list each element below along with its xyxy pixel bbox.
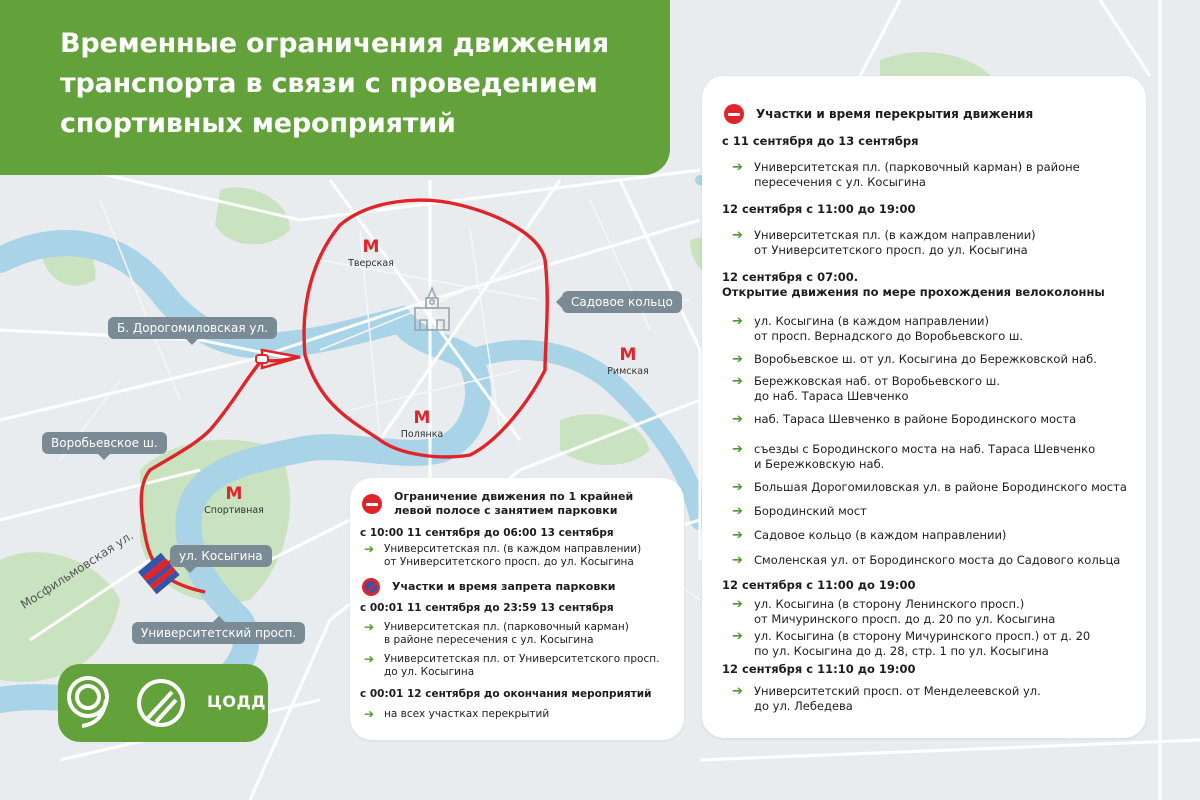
item-text: Университетский просп. от Менделеевской ул. до ул. Лебедева bbox=[754, 684, 1041, 713]
metro-icon: М bbox=[362, 237, 380, 257]
list-item bbox=[732, 504, 867, 519]
label-universitetsky: Университетский просп. bbox=[132, 622, 305, 644]
number-nine-logo-icon bbox=[69, 678, 107, 726]
closures-legend bbox=[724, 104, 1033, 124]
road-logo-icon bbox=[139, 681, 183, 725]
codd-logo bbox=[58, 664, 268, 742]
arrow-right-icon: ➔ bbox=[732, 528, 743, 543]
label-dorogomilovskaya: Б. Дорогомиловская ул. bbox=[108, 317, 277, 339]
metro-icon: М bbox=[225, 484, 243, 504]
item-text: Университетская пл. (в каждом направлении) от Университетского просп. до ул. Косыгина bbox=[754, 228, 1036, 257]
period-heading: 12 сентября с 11:10 до 19:00 bbox=[722, 662, 916, 676]
metro-tverskaya bbox=[326, 238, 416, 270]
item-text: съезды с Бородинского моста на наб. Тараса Шевченко и Бережковскую наб. bbox=[754, 442, 1096, 471]
closures-legend-title: Участки и время перекрытия движения bbox=[756, 106, 1034, 121]
period-heading: с 00:01 12 сентября до окончания мероприятий bbox=[360, 688, 652, 700]
arrow-right-icon: ➔ bbox=[732, 412, 743, 427]
arrow-right-icon: ➔ bbox=[732, 442, 743, 457]
list-item bbox=[364, 653, 659, 679]
list-item bbox=[364, 543, 641, 569]
parking-legend bbox=[362, 578, 616, 596]
list-item bbox=[732, 374, 1000, 404]
metro-name: Тверская bbox=[348, 258, 394, 269]
list-item bbox=[732, 684, 1041, 714]
item-text: Университетская пл. от Университетского просп. до ул. Косыгина bbox=[384, 653, 660, 678]
metro-icon: М bbox=[619, 345, 637, 365]
arrow-right-icon: ➔ bbox=[732, 553, 743, 568]
item-text: ул. Косыгина (в сторону Мичуринского просп.) от д. 20 по ул. Косыгина до д. 28, стр. 1 по ул. Косыгина bbox=[754, 629, 1091, 658]
no-entry-icon bbox=[362, 494, 382, 514]
label-vorobyevskoe: Воробьевское ш. bbox=[42, 432, 167, 454]
lane-parking-panel bbox=[350, 478, 684, 740]
period-heading: 12 сентября с 11:00 до 19:00 bbox=[722, 578, 916, 592]
route-marker bbox=[256, 355, 268, 363]
item-text: Университетская пл. (парковочный карман) в районе пересечения с ул. Косыгина bbox=[754, 160, 1080, 189]
page-title: Временные ограничения движения транспорта в связи с проведением спортивных мероприятий bbox=[60, 28, 609, 139]
parking-legend-title: Участки и время запрета парковки bbox=[392, 580, 616, 593]
metro-name: Спортивная bbox=[204, 505, 264, 516]
period-heading: 12 сентября с 11:00 до 19:00 bbox=[722, 202, 916, 216]
arrow-right-icon: ➔ bbox=[364, 542, 375, 556]
item-text: Бородинский мост bbox=[754, 504, 867, 518]
list-item bbox=[364, 708, 549, 721]
metro-sportivnaya bbox=[189, 485, 279, 517]
label-kosygina: ул. Косыгина bbox=[170, 545, 272, 567]
list-item bbox=[732, 160, 1080, 190]
codd-logo-text: ЦОДД bbox=[207, 692, 266, 711]
label-sadovoe-koltso: Садовое кольцо bbox=[562, 291, 682, 313]
item-text: Смоленская ул. от Бородинского моста до Садового кольца bbox=[754, 553, 1121, 567]
arrow-right-icon: ➔ bbox=[732, 504, 743, 519]
title-banner bbox=[0, 0, 670, 175]
list-item bbox=[732, 412, 1076, 427]
arrow-right-icon: ➔ bbox=[732, 314, 743, 329]
metro-polyanka bbox=[377, 409, 467, 441]
item-text: Бережковская наб. от Воробьевского ш. до наб. Тараса Шевченко bbox=[754, 374, 1000, 403]
item-text: Университетская пл. (в каждом направлении) от Университетского просп. до ул. Косыгина bbox=[384, 543, 642, 568]
lane-legend bbox=[362, 490, 633, 518]
no-parking-icon bbox=[362, 578, 380, 596]
item-text: Университетская пл. (парковочный карман) в районе пересечения с ул. Косыгина bbox=[384, 621, 629, 646]
arrow-right-icon: ➔ bbox=[732, 160, 743, 175]
item-text: Большая Дорогомиловская ул. в районе Бородинского моста bbox=[754, 480, 1127, 494]
arrow-right-icon: ➔ bbox=[732, 629, 743, 644]
item-text: на всех участках перекрытий bbox=[384, 708, 550, 720]
period-heading: с 11 сентября до 13 сентября bbox=[722, 134, 919, 148]
label-mosfilmovskaya: Мосфильмовская ул. bbox=[18, 528, 136, 612]
closures-panel bbox=[702, 76, 1146, 738]
metro-name: Римская bbox=[607, 366, 649, 377]
lane-legend-title: Ограничение движения по 1 крайней левой полосе с занятием парковки bbox=[394, 490, 634, 517]
arrow-right-icon: ➔ bbox=[364, 652, 375, 666]
period-heading: 12 сентября с 07:00. Открытие движения по мере прохождения велоколонны bbox=[722, 270, 1105, 299]
arrow-right-icon: ➔ bbox=[732, 228, 743, 243]
list-item bbox=[732, 352, 1097, 367]
item-text: Садовое кольцо (в каждом направлении) bbox=[754, 528, 1007, 542]
arrow-right-icon: ➔ bbox=[732, 684, 743, 699]
arrow-right-icon: ➔ bbox=[364, 707, 375, 721]
metro-icon: М bbox=[413, 408, 431, 428]
list-item bbox=[732, 442, 1095, 472]
arrow-right-icon: ➔ bbox=[732, 374, 743, 389]
list-item bbox=[732, 528, 1006, 543]
no-entry-icon bbox=[724, 104, 744, 124]
metro-name: Полянка bbox=[400, 429, 444, 440]
list-item bbox=[364, 621, 629, 647]
item-text: ул. Косыгина (в каждом направлении) от просп. Вернадского до Воробьевского ш. bbox=[754, 314, 1024, 343]
arrow-right-icon: ➔ bbox=[732, 480, 743, 495]
period-heading: с 00:01 11 сентября до 23:59 13 сентября bbox=[360, 602, 614, 614]
list-item bbox=[732, 480, 1127, 495]
period-heading: с 10:00 11 сентября до 06:00 13 сентября bbox=[360, 527, 614, 539]
list-item bbox=[732, 314, 1023, 344]
item-text: Воробьевское ш. от ул. Косыгина до Бережковской наб. bbox=[754, 352, 1097, 366]
item-text: ул. Косыгина (в сторону Ленинского просп.) от Мичуринского просп. до д. 20 по ул. Косыгина bbox=[754, 597, 1056, 626]
list-item bbox=[732, 228, 1036, 258]
item-text: наб. Тараса Шевченко в районе Бородинского моста bbox=[754, 412, 1077, 426]
arrow-right-icon: ➔ bbox=[732, 352, 743, 367]
metro-rimskaya bbox=[583, 346, 673, 378]
list-item bbox=[732, 597, 1055, 627]
list-item bbox=[732, 553, 1120, 568]
arrow-right-icon: ➔ bbox=[364, 620, 375, 634]
list-item bbox=[732, 629, 1090, 659]
arrow-right-icon: ➔ bbox=[732, 597, 743, 612]
